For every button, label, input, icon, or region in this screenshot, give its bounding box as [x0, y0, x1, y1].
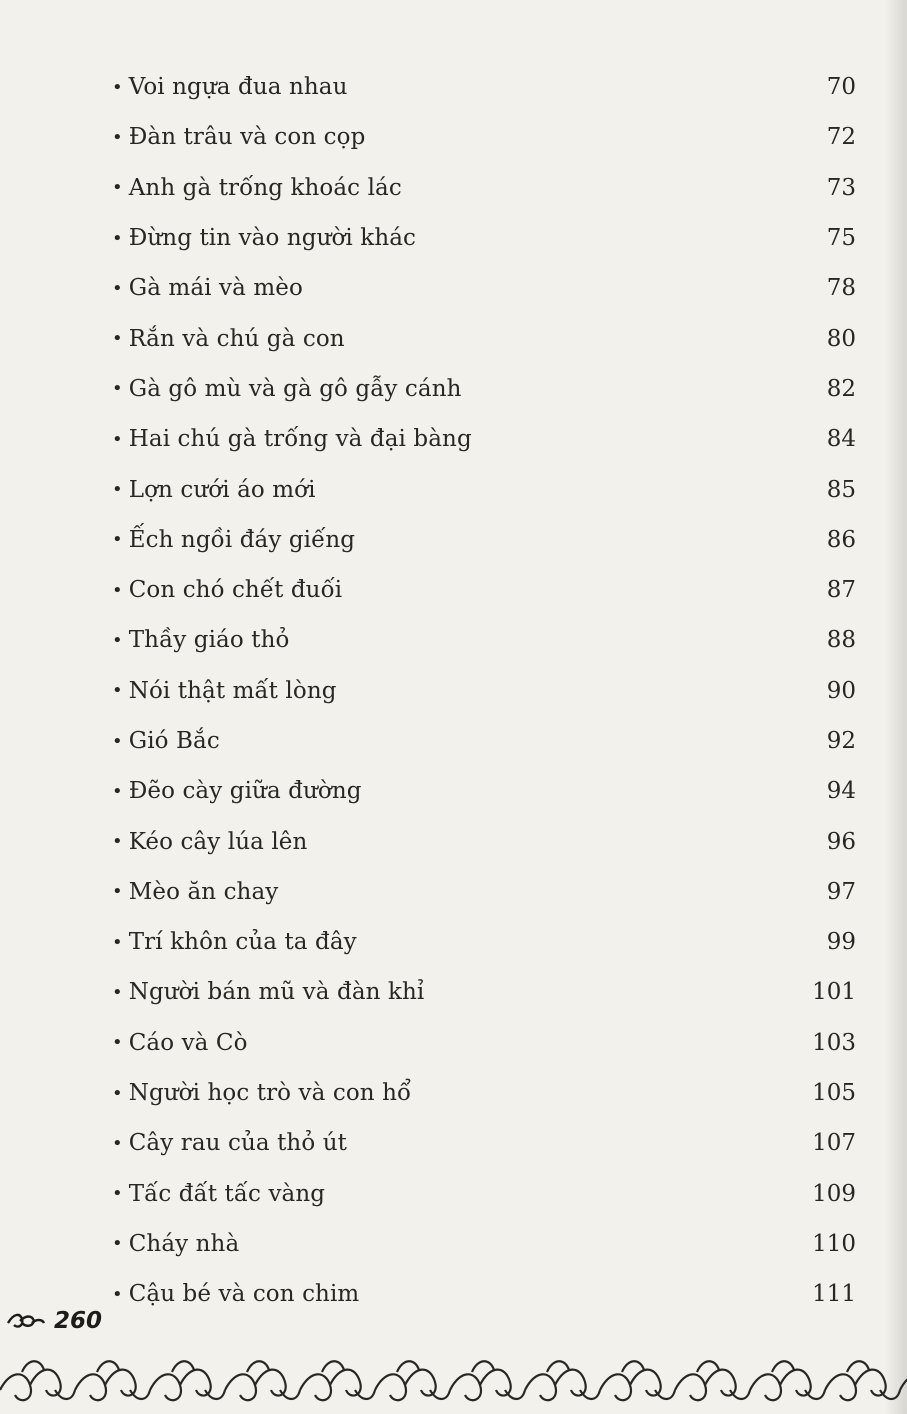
page-footer [6, 1308, 102, 1334]
toc-entry [112, 112, 872, 162]
toc-entry-page: 80 [826, 325, 856, 352]
toc-entry [112, 867, 872, 917]
toc-entry [112, 1068, 872, 1118]
page-edge-shadow [885, 0, 907, 1414]
toc-entry-title: Cậu bé và con chim [128, 1281, 360, 1308]
toc-entry-page: 82 [826, 375, 856, 402]
ornament-swirl [525, 1370, 600, 1401]
toc-entry [112, 213, 872, 263]
bullet-icon: • [112, 730, 123, 752]
toc-entry-title: Đàn trâu và con cọp [128, 124, 366, 151]
toc-entry-page: 84 [826, 426, 856, 453]
toc-entry [112, 1169, 872, 1219]
bullet-icon: • [112, 126, 123, 148]
toc-entry-title: Cây rau của thỏ út [128, 1130, 347, 1157]
toc-entry [112, 666, 872, 716]
toc-entry-title: Hai chú gà trống và đại bàng [128, 426, 472, 453]
bullet-icon: • [112, 1132, 123, 1154]
bullet-icon: • [112, 931, 123, 953]
toc-entry-page: 86 [826, 526, 856, 553]
toc-entry [112, 464, 872, 514]
toc-entry-title-group [112, 778, 362, 804]
toc-entry-title: Đừng tin vào người khác [128, 225, 417, 252]
toc-entry-title-group [112, 929, 357, 955]
toc-entry [112, 364, 872, 414]
ornament-swirl [750, 1370, 825, 1401]
toc-entry-page: 105 [812, 1080, 856, 1107]
leaf-flourish-icon [6, 1309, 46, 1333]
bullet-icon: • [112, 981, 123, 1003]
toc-entry [112, 1269, 872, 1319]
toc-entry-title: Kéo cây lúa lên [128, 828, 308, 855]
toc-entry-title-group [112, 275, 303, 301]
bullet-icon: • [112, 831, 123, 853]
toc-entry-title-group [112, 577, 342, 603]
toc-entry-title-group [112, 225, 416, 251]
toc-entry [112, 1219, 872, 1269]
ornament-swirl [450, 1370, 525, 1401]
ornament-swirl [75, 1370, 150, 1401]
bullet-icon: • [112, 76, 123, 98]
bullet-icon: • [112, 227, 123, 249]
toc-entry [112, 313, 872, 363]
toc-entry [112, 716, 872, 766]
toc-entry [112, 62, 872, 112]
toc-entry-title-group [112, 477, 316, 503]
ornament-swirl [825, 1370, 900, 1401]
toc-entry-page: 75 [826, 225, 856, 252]
toc-entry-page: 103 [812, 1029, 856, 1056]
toc-entry-title-group [112, 979, 424, 1005]
toc-entry-title: Rắn và chú gà con [128, 325, 345, 352]
ornament-swirl [900, 1370, 907, 1401]
toc-entry-page: 78 [826, 275, 856, 302]
toc-entry-page: 110 [812, 1230, 856, 1257]
bullet-icon: • [112, 1233, 123, 1255]
ornament-swirl [0, 1370, 75, 1401]
toc-entry-title-group [112, 175, 402, 201]
toc-entry [112, 917, 872, 967]
toc-entry-title-group [112, 1231, 239, 1257]
toc-entry [112, 816, 872, 866]
toc-entry-page: 97 [826, 878, 856, 905]
bullet-icon: • [112, 479, 123, 501]
bullet-icon: • [112, 1032, 123, 1054]
bullet-icon: • [112, 1183, 123, 1205]
bullet-icon: • [112, 277, 123, 299]
toc-entry-title-group [112, 678, 337, 704]
toc-entry-title: Voi ngựa đua nhau [128, 74, 348, 101]
toc-entry-page: 94 [826, 778, 856, 805]
toc-entry-title: Thầy giáo thỏ [128, 627, 290, 654]
toc-entry-title-group [112, 376, 462, 402]
bullet-icon: • [112, 881, 123, 903]
toc-entry-title: Lợn cưới áo mới [128, 476, 316, 503]
toc-entry-title: Anh gà trống khoác lác [128, 174, 402, 201]
bullet-icon: • [112, 1283, 123, 1305]
toc-entry-title: Nói thật mất lòng [128, 677, 337, 704]
toc-entry [112, 565, 872, 615]
bullet-icon: • [112, 428, 123, 450]
toc-entry-page: 109 [812, 1180, 856, 1207]
toc-entry-page: 85 [826, 476, 856, 503]
toc-entry [112, 1018, 872, 1068]
ornament-swirl [375, 1370, 450, 1401]
toc-entry-title-group [112, 879, 278, 905]
toc-entry-page: 90 [826, 677, 856, 704]
toc-entry-page: 70 [826, 74, 856, 101]
toc-entry-title: Con chó chết đuối [128, 577, 343, 604]
bullet-icon: • [112, 177, 123, 199]
toc-entry [112, 967, 872, 1017]
toc-entry-page: 73 [826, 174, 856, 201]
bullet-icon: • [112, 1082, 123, 1104]
toc-entry-title-group [112, 1130, 347, 1156]
toc-entry-title: Mèo ăn chay [128, 878, 279, 905]
toc-entry-page: 96 [826, 828, 856, 855]
toc-entry-title: Tấc đất tấc vàng [128, 1180, 326, 1207]
bullet-icon: • [112, 629, 123, 651]
toc-entry-title: Gà mái và mèo [128, 275, 303, 302]
toc-entry-title: Trí khôn của ta đây [128, 929, 357, 956]
toc-entry-page: 111 [812, 1281, 856, 1308]
ornament-swirl [300, 1370, 375, 1401]
toc-entry [112, 414, 872, 464]
toc-entry-title: Cháy nhà [128, 1230, 240, 1257]
decorative-border-icon [0, 1350, 907, 1414]
toc-entry-title-group [112, 426, 472, 452]
toc-entry [112, 615, 872, 665]
toc-entry-title: Gió Bắc [128, 728, 220, 754]
toc-entry [112, 515, 872, 565]
toc-entry-title-group [112, 326, 345, 352]
bullet-icon: • [112, 328, 123, 350]
toc-entry-title: Gà gô mù và gà gô gẫy cánh [128, 375, 462, 402]
toc-entry-title-group [112, 74, 348, 100]
ornament-swirl [225, 1370, 300, 1401]
toc-entry-title-group [112, 124, 365, 150]
toc-entry-page: 92 [826, 728, 856, 754]
bullet-icon: • [112, 780, 123, 802]
bullet-icon: • [112, 378, 123, 400]
toc-entry [112, 766, 872, 816]
table-of-contents [112, 62, 872, 1319]
bullet-icon: • [112, 529, 123, 551]
bullet-icon: • [112, 680, 123, 702]
toc-entry-title-group [112, 1080, 411, 1106]
toc-entry-title: Người học trò và con hổ [128, 1080, 412, 1107]
toc-entry-title: Đẽo cày giữa đường [128, 778, 362, 805]
toc-entry-title-group [112, 829, 307, 855]
toc-entry [112, 263, 872, 313]
toc-entry-title: Người bán mũ và đàn khỉ [128, 979, 425, 1006]
toc-entry [112, 1118, 872, 1168]
toc-entry-title-group [112, 1281, 359, 1307]
page-number: 260 [54, 1308, 103, 1334]
toc-entry-title: Cáo và Cò [128, 1029, 248, 1056]
ornament-swirl [675, 1370, 750, 1401]
toc-entry-title-group [112, 728, 220, 754]
toc-entry-page: 101 [812, 979, 856, 1006]
toc-entry-title-group [112, 527, 355, 553]
toc-entry-title: Ếch ngồi đáy giếng [128, 526, 356, 553]
toc-entry-page: 88 [826, 627, 856, 654]
toc-entry-page: 99 [826, 929, 856, 956]
toc-entry-title-group [112, 1181, 325, 1207]
ornament-swirl [150, 1370, 225, 1401]
ornament-swirl [600, 1370, 675, 1401]
toc-entry-title-group [112, 1030, 248, 1056]
bullet-icon: • [112, 579, 123, 601]
toc-entry-page: 87 [826, 577, 856, 604]
toc-entry [112, 163, 872, 213]
toc-entry-page: 107 [812, 1130, 856, 1157]
toc-entry-page: 72 [826, 124, 856, 151]
toc-entry-title-group [112, 627, 289, 653]
